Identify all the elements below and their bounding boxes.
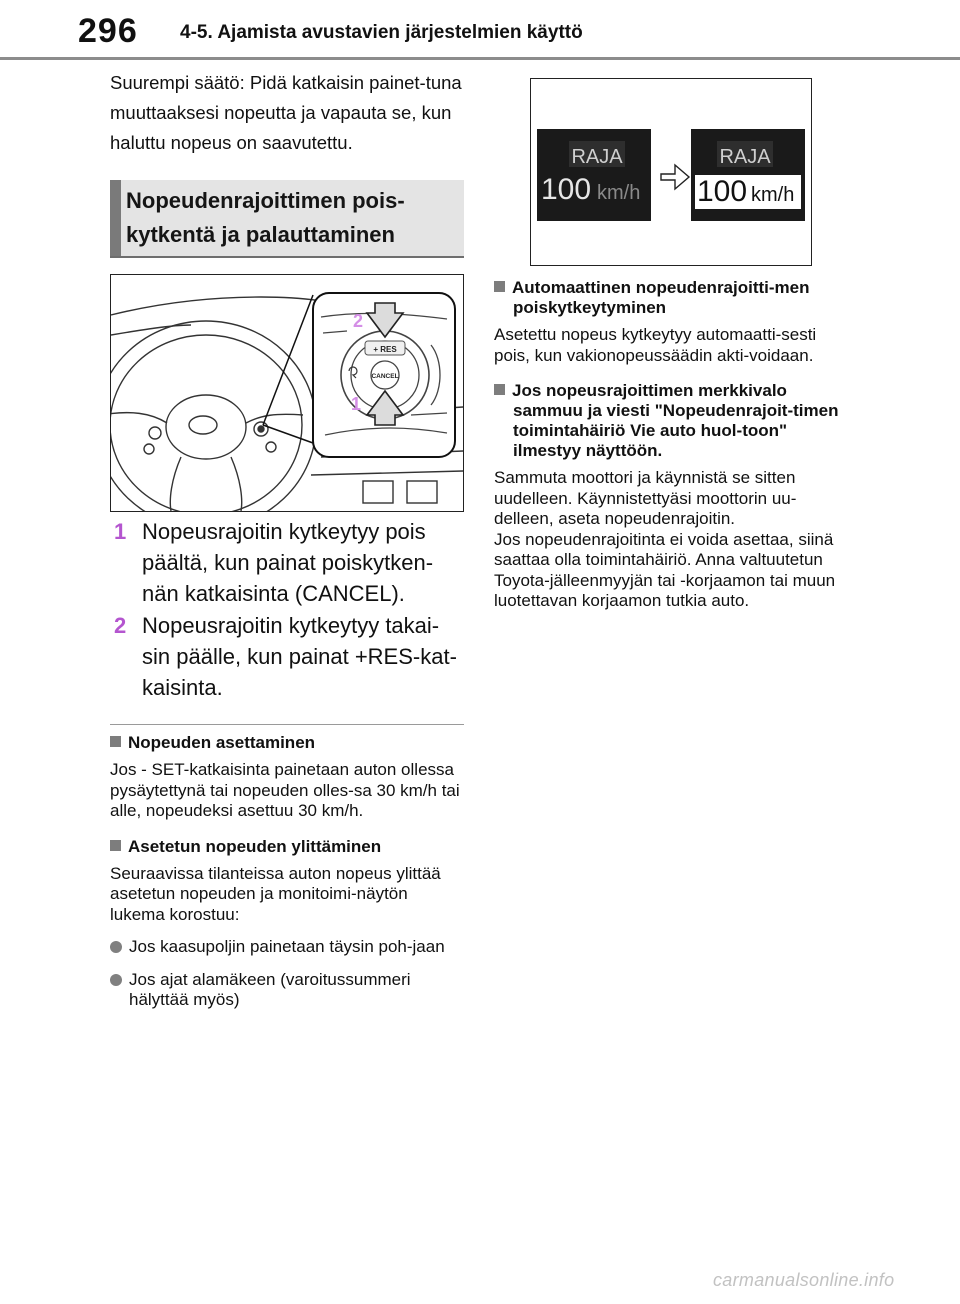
subheading-auto-cancel [494,278,850,318]
section-heading-box [110,180,464,258]
section-heading-bar [110,180,121,256]
header-rule [0,57,960,60]
chapter-title: 4-5. Ajamista avustavien järjestelmien käyttö [180,22,583,43]
bullet-item [110,970,464,1011]
bullet-text: Jos kaasupoljin painetaan täysin poh-jaan [129,937,445,956]
callout-number-2: 2 [353,311,364,331]
cancel-switch-label: CANCEL [371,373,399,380]
bullet-item [110,937,464,958]
section-heading: Nopeudenrajoittimen pois-kytkentä ja palauttaminen [126,188,405,247]
subheading-exceeding-speed [110,837,464,857]
display-after-value: 100 [697,175,748,208]
step-text: Nopeusrajoitin kytkeytyy takai-sin päälle, kun painat +RES-kat-kaisinta. [142,613,457,700]
square-bullet-icon [494,281,505,292]
square-bullet-icon [494,384,505,395]
page-number: 296 [78,12,138,50]
speed-setting-text: Jos - SET-katkaisinta painetaan auton ollessa pysäytettynä tai nopeuden olles-sa 30 km/h tai alle, nopeudeksi asettuu 30 km/h. [110,760,460,820]
display-before-unit: km/h [597,182,641,204]
auto-cancel-text: Asetettu nopeus kytkeytyy automaatti-sesti pois, kun vakionopeussäädin akti-voidaan. [494,325,817,365]
step-1 [110,516,464,612]
arrow-right-icon [661,165,689,189]
display-after-label: RAJA [719,146,771,168]
bullet-text: Jos ajat alamäkeen (varoitussummeri hälyttää myös) [129,969,411,1009]
step-number: 2 [114,613,127,638]
round-bullet-icon [110,941,122,953]
site-watermark: carmanualsonline.info [713,1270,895,1290]
display-before-label: RAJA [571,146,623,168]
malfunction-text-1: Sammuta moottori ja käynnistä se sitten uudelleen. Käynnistettyäsi moottorin uu-delleen, aseta nopeudenrajoitin. [494,468,797,528]
right-notes [494,278,850,612]
speed-display-illustration [531,79,811,265]
speed-display-figure [530,78,812,266]
subheading-text: Jos nopeusrajoittimen merkkivalo sammuu ja viesti "Nopeudenrajoit-timen toimintahäiriö Vie auto huol-toon" ilmestyy näyttöön. [512,381,839,460]
square-bullet-icon [110,736,121,747]
res-switch-label: + RES [373,345,397,354]
left-notes [110,733,464,1011]
malfunction-text-2: Jos nopeudenrajoitinta ei voida asettaa, siinä saattaa olla toimintahäiriö. Anna valtuutetun Toyota-jälleenmyyjän tai -korjaamon tai muun luotettavan korjaamon tutkia auto. [494,529,836,610]
subheading-text: Automaattinen nopeudenrajoitti-men poiskytkeytyminen [512,278,810,317]
step-text: Nopeusrajoitin kytkeytyy pois päältä, kun painat poiskytken-nän katkaisinta (CANCEL). [142,519,434,606]
display-before-value: 100 [541,173,592,206]
step-number: 1 [114,519,127,544]
subheading-text: Asetetun nopeuden ylittäminen [128,836,382,856]
display-after-unit: km/h [751,184,795,206]
steering-switch-figure [110,274,464,512]
subheading-speed-setting [110,733,464,753]
subheading-text: Nopeuden asettaminen [128,733,316,752]
callout-number-1: 1 [351,394,362,414]
step-2 [110,610,464,706]
section-divider [110,724,464,725]
steering-wheel-illustration [111,275,463,511]
subheading-malfunction [494,381,850,461]
square-bullet-icon [110,840,121,851]
exceeding-speed-text: Seuraavissa tilanteissa auton nopeus ylittää asetetun nopeuden ja monitoimi-näytön lukema korostuu: [110,863,441,924]
intro-paragraph: Suurempi säätö: Pidä katkaisin painet-tuna muuttaaksesi nopeutta ja vapauta se, kun haluttu nopeus on saavutettu. [110,72,462,153]
round-bullet-icon [110,974,122,986]
